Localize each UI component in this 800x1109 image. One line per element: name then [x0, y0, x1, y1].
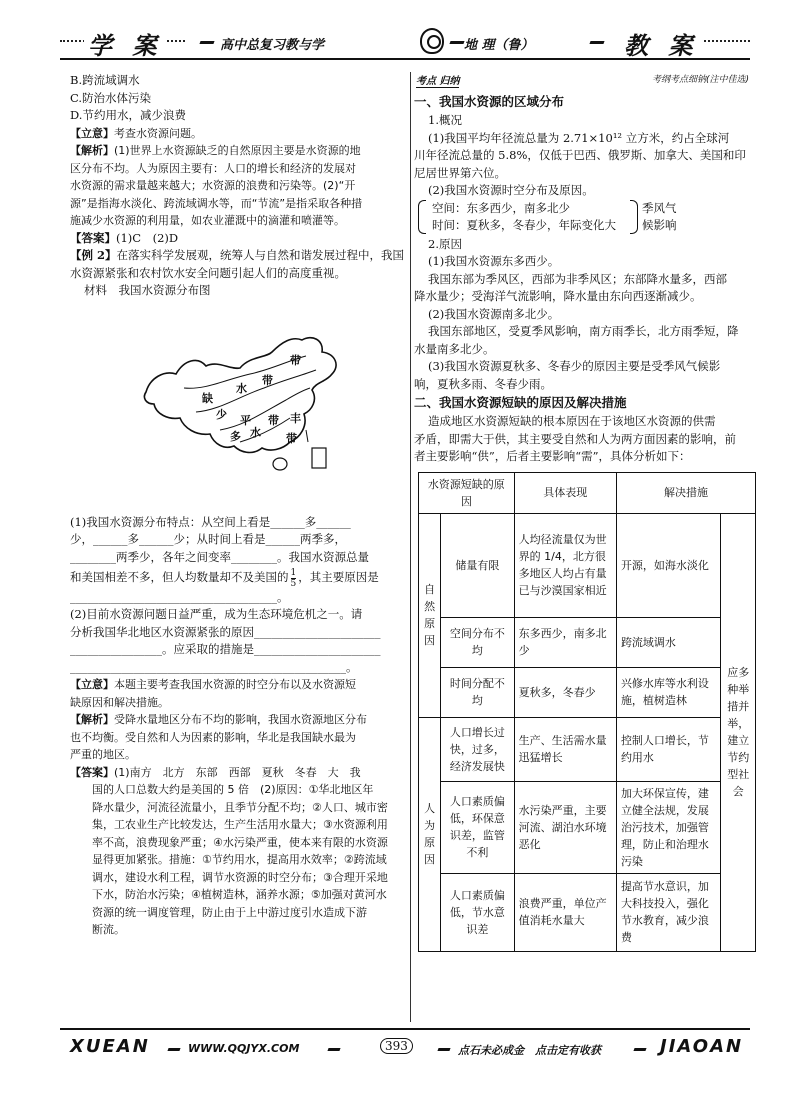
- question-text: ，其主要原因是: [298, 570, 379, 584]
- summary-line: (2)我国水资源南多北少。: [428, 306, 560, 321]
- table-cell: 夏秋多，冬春少: [514, 667, 616, 717]
- footer-left-word: XUEAN: [70, 1036, 150, 1057]
- header-subject: 地 理（鲁）: [464, 38, 534, 53]
- header-left-word: 学 案: [84, 26, 166, 61]
- liyi-tag: 【立意】: [70, 126, 114, 140]
- header-left-banner: [60, 28, 190, 58]
- summary-line: 川年径流总量的 5.8%，仅低于巴西、俄罗斯、加拿大、美国和印: [414, 148, 746, 162]
- jiexi-2: [70, 711, 405, 729]
- summary-line: (2)我国水资源时空分布及原因。: [428, 183, 594, 197]
- jiexi-1-line: 水资源的需求量越来越大；水资源的浪费和污染等。(2)“开: [70, 179, 356, 192]
- brace-cause: [642, 200, 677, 234]
- option-b: B.跨流域调水: [70, 73, 140, 87]
- human-cause-label: 人为原因: [419, 717, 441, 951]
- question-1-line: (1)我国水资源分布特点：从空间上看是______多______: [70, 514, 351, 529]
- header-right-word: 教 案: [620, 26, 702, 61]
- summary-line: 矛盾，即需大于供，其主要受自然和人为两方面因素的影响，前: [414, 431, 736, 446]
- table-cell: 生产、生活需水量迅猛增长: [514, 717, 616, 781]
- footer-dash: [167, 1048, 180, 1051]
- answer-2-line: 集，工农业生产比较发达，生产生活用水量大；③水资源利用: [92, 818, 388, 831]
- shortage-table: [418, 472, 756, 952]
- answer-2-line: 显得更加紧张。措施：①节约用水，提高用水效率；②跨流域: [92, 853, 387, 866]
- summary-line: 我国东部为季风区，西部为非季风区；东部降水量多，西部: [428, 271, 727, 286]
- question-2-line: 分析我国华北地区水资源紧张的原因______________________: [70, 624, 381, 639]
- jiexi-1-line: 施减少水资源的利用量，如农业灌溉中的滴灌和喷灌等。: [70, 214, 345, 227]
- map-outline: [140, 330, 360, 480]
- summary-line: 我国东部地区，受夏季风影响，南方雨季长，北方雨季短，降: [428, 324, 739, 338]
- answer-2-line: 调水，建设水利工程，调节水资源的时空分布；③合理开采地: [92, 870, 388, 884]
- right-brace: [630, 200, 638, 234]
- table-cell: 储量有限: [441, 513, 514, 617]
- section-2-title: 二、我国水资源短缺的原因及解决措施: [414, 395, 627, 410]
- jiexi-2-line: 严重的地区。: [70, 748, 136, 761]
- table-row: [419, 781, 756, 873]
- option-c: C.防治水体污染: [70, 90, 152, 105]
- summary-line: 2.原因: [428, 236, 462, 251]
- question-2-line: ________________________________________________。: [70, 659, 358, 674]
- map-label: 带: [268, 413, 279, 427]
- question-text: 和美国相差不多，但人均数量却不及美国的: [70, 570, 289, 584]
- fraction: [291, 568, 297, 589]
- option-d: D.节约用水，减少浪费: [70, 108, 186, 122]
- distribution-brace: [414, 200, 753, 236]
- table-cell: 人均径流量仅为世界的 1/4，北方很多地区人均占有量已与沙漠国家相近: [514, 513, 616, 617]
- answer-2-line: 断流。: [92, 923, 125, 936]
- header-right-banner: [620, 28, 750, 58]
- header-series: 高中总复习教与学: [220, 38, 325, 53]
- table-row: [419, 617, 756, 667]
- answer-2-line: 率不高，浪费现象严重；④水污染严重，使本来有限的水资源: [92, 835, 388, 849]
- section-1-title: 一、我国水资源的区域分布: [414, 94, 565, 109]
- header-dash: [589, 41, 604, 44]
- footer-slogan: 点石未必成金 点击定有收获: [458, 1044, 601, 1057]
- summary-line: 1.概况: [428, 113, 462, 127]
- jiexi-tag: 【解析】: [70, 713, 114, 726]
- table-row: [419, 667, 756, 717]
- jiexi-text: 受降水量地区分布不均的影响，我国水资源地区分布: [114, 713, 367, 726]
- answer-1: [70, 230, 405, 248]
- summary-line: 造成地区水资源短缺的根本原因在于该地区水资源的供需: [428, 414, 716, 428]
- map-label: 缺: [202, 391, 213, 405]
- fraction-numerator: 1: [290, 567, 297, 578]
- example-tag: 【例 2】: [70, 248, 117, 262]
- map-label: 平: [240, 413, 251, 427]
- table-row: [419, 513, 756, 617]
- footer-dash: [437, 1048, 450, 1051]
- fraction-denominator: 5: [290, 578, 297, 589]
- table-header: 解决措施: [616, 472, 755, 513]
- table-cell: 东多西少，南多北少: [514, 617, 616, 667]
- map-label: 水: [236, 381, 247, 395]
- table-header-row: [419, 472, 756, 513]
- summary-line: 者主要影响“供”，后者主要影响“需”，具体分析如下：: [414, 449, 691, 463]
- question-1-line: ____________________________________。: [70, 589, 289, 604]
- table-row: [419, 717, 756, 781]
- jiexi-tag: 【解析】: [70, 144, 114, 157]
- answer-tag: 【答案】: [70, 230, 116, 245]
- kaodian-note: 考纲考点细钠(注中佳选): [651, 75, 749, 85]
- summary-line: 尼居世界第六位。: [414, 165, 506, 180]
- table-cell: 开源，如海水淡化: [616, 513, 721, 617]
- answer-2-line: 下水，防治水污染；④植树造林，涵养水源；⑤加强对黄河水: [92, 888, 387, 901]
- brace-cause-line: 季风气: [642, 200, 677, 215]
- example-2-line: 水资源紧张和农村饮水安全问题引起人们的高度重视。: [70, 265, 346, 280]
- jiexi-1-line: 源”是指海水淡化、跨流域调水等，而“节流”是指采取各种措: [70, 196, 363, 210]
- answer-tag: 【答案】: [70, 765, 114, 779]
- map-label: 带: [290, 353, 301, 367]
- left-column: [70, 72, 405, 939]
- kaodian-label: 考点 归纳: [416, 72, 459, 88]
- left-brace: [418, 200, 426, 234]
- table-cell: 控制人口增长，节约用水: [616, 717, 721, 781]
- table-header: 具体表现: [514, 472, 616, 513]
- jiexi-1-line: [70, 142, 405, 160]
- table-row: [419, 873, 756, 951]
- jiexi-1-line: 区分布不均。人为原因主要有：人口的增长和经济的发展对: [70, 161, 356, 175]
- natural-cause-label: 自然原因: [419, 513, 441, 717]
- brace-line: 空间：东多西少，南多北少: [432, 200, 570, 215]
- brace-line: 时间：夏秋多，冬春少，年际变化大: [432, 218, 616, 232]
- table-cell: 空间分布不均: [441, 617, 514, 667]
- answer-2-line: 降水量少，河流径流量小，且季节分配不均；②人口、城市密: [92, 800, 388, 814]
- summary-line: (1)我国平均年径流总量为 2.71×10¹² 立方米，约占全球河: [428, 130, 730, 145]
- summary-line: 水量南多北少。: [414, 341, 495, 356]
- question-1-line: 少，______多______少；从时间上看是______两季多，: [70, 532, 346, 546]
- page-number: 393: [380, 1038, 413, 1054]
- summary-line: (1)我国水资源东多西少。: [428, 254, 560, 268]
- example-2-line: [70, 247, 405, 265]
- table-cell: 人口素质偏低，节水意识差: [441, 873, 514, 951]
- footer-dash: [633, 1048, 646, 1051]
- map-label: 丰: [290, 411, 301, 425]
- table-cell: 浪费严重，单位产值消耗水量大: [514, 873, 616, 951]
- header-dash: [199, 41, 214, 44]
- map-label: 带: [262, 373, 273, 387]
- question-1-line: ________两季少，各年之间变率________。我国水资源总量: [70, 549, 369, 564]
- material-caption: 材料 我国水资源分布图: [84, 283, 211, 297]
- answer-2: [70, 764, 405, 782]
- question-2-line: ________________。应采取的措施是______________________: [70, 642, 381, 656]
- map-label: 多: [230, 429, 241, 443]
- jiexi-text: (1)世界上水资源缺乏的自然原因主要是水资源的地: [114, 144, 361, 157]
- answer-text: (1)C (2)D: [116, 230, 179, 245]
- emblem-icon: [420, 28, 444, 54]
- header-rule: [60, 58, 750, 60]
- brace-cause-line: 候影响: [642, 217, 677, 232]
- header-dash: [449, 41, 464, 44]
- liyi-2-line: 缺原因和解决措施。: [70, 695, 169, 709]
- footer-right-word: JIAOAN: [660, 1036, 744, 1057]
- map-label: 少: [216, 407, 227, 421]
- example-text: 在落实科学发展观，统筹人与自然和谐发展过程中，我国: [116, 248, 405, 262]
- summary-line: 降水量少；受海洋气流影响，降水量由东向西逐渐减少。: [414, 289, 702, 303]
- page-header: [60, 28, 750, 64]
- question-2-line: (2)目前水资源问题日益严重，成为生态环境危机之一。请: [70, 607, 363, 621]
- table-cell: 时间分配不均: [441, 667, 514, 717]
- table-cell: 提高节水意识，加大科技投入，强化节水教育，减少浪费: [616, 873, 721, 951]
- table-cell: 跨流域调水: [616, 617, 721, 667]
- answer-text: (1)南方 北方 东部 西部 夏秋 冬春 大 我: [114, 765, 361, 779]
- footer-url[interactable]: WWW.QQJYX.COM: [188, 1042, 300, 1055]
- table-cell: 兴修水库等水利设施，植树造林: [616, 667, 721, 717]
- map-label: 带: [286, 431, 297, 445]
- map-label: 水: [250, 425, 261, 439]
- summary-line: 响，夏秋多雨、冬春少雨。: [414, 376, 552, 391]
- jiexi-2-line: 也不均衡。受自然和人为因素的影响，华北是我国缺水最为: [70, 730, 356, 744]
- liyi-tag: 【立意】: [70, 678, 114, 691]
- table-cell: 人口增长过快，过多，经济发展快: [441, 717, 514, 781]
- overall-measure: 应多种举措并举，建立节约型社会: [721, 513, 756, 951]
- liyi-text: 本题主要考查我国水资源的时空分布以及水资源短: [114, 678, 356, 691]
- liyi-text: 考查水资源问题。: [114, 126, 202, 140]
- question-1-line: [70, 566, 405, 589]
- answer-2-line: 国的人口总数大约是美国的 5 倍 (2)原因：①华北地区年: [92, 783, 374, 796]
- summary-line: (3)我国水资源夏秋多、冬春少的原因主要是受季风气候影: [428, 359, 721, 373]
- footer-dash: [327, 1048, 340, 1051]
- liyi-2: [70, 676, 405, 694]
- china-water-map: [140, 330, 360, 480]
- table-cell: 加大环保宣传，建立健全法规，发展治污技术，加强管理，防止和治理水污染: [616, 781, 721, 873]
- liyi-1: [70, 125, 405, 143]
- table-header: 水资源短缺的原因: [419, 472, 515, 513]
- right-column: [410, 72, 753, 1022]
- answer-2-line: 资源的统一调度管理，防止由于上中游过度引水造成下游: [92, 905, 367, 919]
- page-footer: [60, 1028, 750, 1068]
- table-cell: 水污染严重，主要河流、湖泊水环境恶化: [514, 781, 616, 873]
- table-cell: 人口素质偏低，环保意识差，监管不利: [441, 781, 514, 873]
- kaodian-bar: [414, 72, 753, 88]
